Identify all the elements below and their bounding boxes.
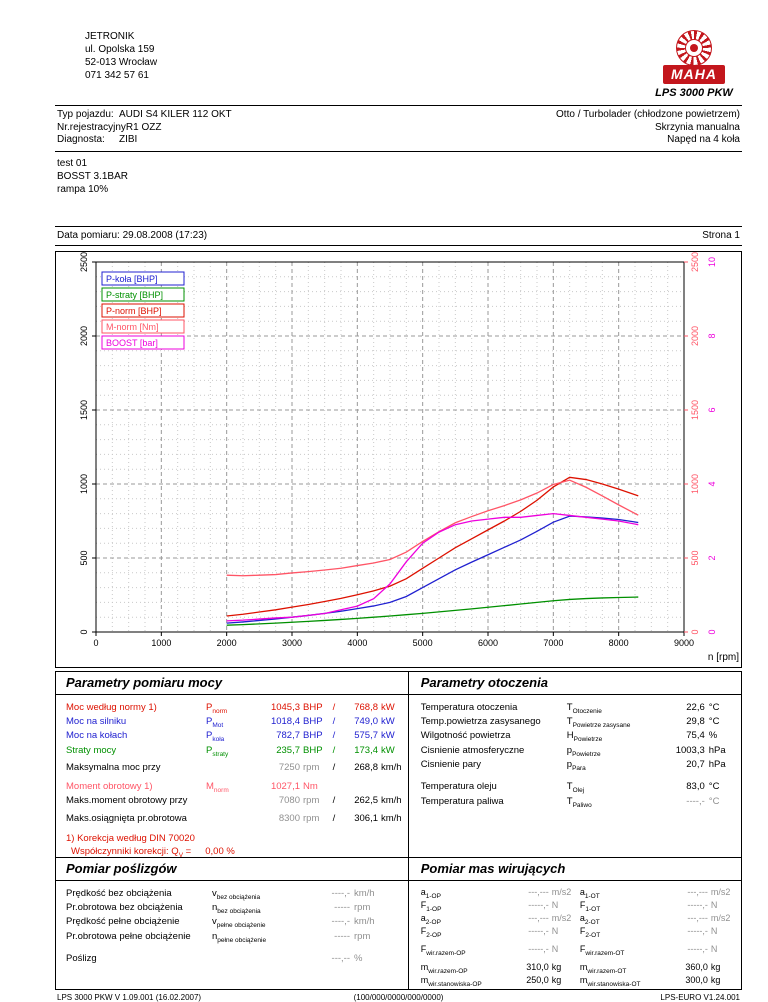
param-symbol: $P_{norm}$ [206, 701, 228, 715]
slip-row [66, 930, 406, 944]
vehicle-field-label: Nr.rejestracyjny [57, 121, 126, 133]
slip-row [66, 887, 406, 901]
legend-label: BOOST [bar] [106, 337, 158, 348]
vehicle-field [57, 122, 232, 135]
param-unit-1: BHP [303, 730, 323, 742]
param-value-2: 306,1 [354, 813, 378, 825]
param-symbol: $p_{Para}$ [566, 759, 586, 772]
param-label: Cisnienie atmosferyczne [420, 744, 525, 756]
param-unit: N [710, 899, 718, 910]
results-tables [55, 671, 742, 990]
param-unit-1: rpm [303, 762, 320, 774]
environment-row [421, 795, 739, 809]
param-value: ---,-- [331, 953, 350, 965]
param-value: ---,--- [687, 913, 708, 924]
value-separator: / [332, 701, 336, 713]
param-label: Poślizg [66, 953, 97, 965]
param-label: Prędkość pełne obciążenie [66, 916, 180, 928]
param-value-1: 235,7 [276, 744, 300, 756]
param-symbol: $a_{1-OT}$ [579, 886, 600, 900]
maha-badge-icon [676, 30, 712, 66]
slip-row [66, 915, 406, 929]
param-value: 20,7 [686, 759, 705, 771]
power-row [66, 794, 406, 807]
param-symbol: $a_{2-OP}$ [420, 913, 441, 926]
param-value: ---,--- [528, 913, 549, 924]
param-unit: N [710, 943, 718, 954]
param-value: -----,- [528, 926, 549, 937]
param-label: Wilgotność powietrza [420, 730, 511, 742]
param-value: 75,4 [686, 730, 705, 742]
param-unit: N [551, 926, 559, 937]
y-right-boost-tick-label: 10 [707, 256, 717, 267]
vehicle-info-left [57, 109, 232, 147]
param-symbol: $m_{wir.razem-OT}$ [579, 961, 627, 975]
param-value: 22,6 [686, 701, 705, 713]
rotating-mass-table [409, 881, 741, 989]
curve-p-straty [227, 597, 639, 625]
company-line: 52-013 Wrocław [85, 57, 158, 68]
param-symbol: $P_{koła}$ [206, 730, 225, 744]
param-label: Maksymalna moc przy [66, 762, 161, 774]
value-separator: / [332, 715, 336, 727]
param-value: -----,- [687, 899, 708, 910]
vehicle-field-label: Typ pojazdu: [57, 109, 114, 120]
param-value-2: 749,0 [354, 715, 378, 727]
mass-row [421, 913, 580, 926]
param-unit-1: rpm [303, 795, 320, 807]
param-value: ---,--- [528, 886, 549, 897]
company-line: ul. Opolska 159 [85, 44, 155, 55]
param-label: Moc na kołach [66, 730, 128, 742]
y-right-boost-tick-label: 0 [707, 628, 717, 635]
vehicle-info [55, 106, 742, 152]
section-title-slip: Pomiar poślizgów [56, 858, 409, 880]
footer-version-right: LPS-EURO V1.24.001 [660, 992, 741, 1002]
mass-row [421, 887, 580, 900]
slip-row [66, 901, 406, 915]
param-unit-1: BHP [303, 701, 323, 713]
param-symbol [206, 761, 256, 774]
param-label: Pr.obrotowa pełne obciążenie [66, 930, 191, 942]
test-comments [55, 152, 742, 226]
param-symbol: $a_{1-OP}$ [420, 886, 441, 900]
company-address [85, 30, 157, 82]
param-value: 83,0 [686, 781, 705, 793]
param-symbol: $F_{wir.razem-OP}$ [420, 943, 466, 957]
x-tick-label: 8000 [608, 637, 629, 648]
value-separator: / [332, 795, 336, 807]
vehicle-field-value: ZIBI [119, 134, 138, 145]
param-unit: kg [551, 961, 562, 972]
param-label: Moment obrotowy 1) [66, 781, 153, 793]
mass-row [580, 900, 739, 913]
mass-row [580, 944, 739, 957]
param-symbol: $F_{wir.razem-OT}$ [579, 943, 625, 957]
x-tick-label: 5000 [412, 637, 433, 648]
x-tick-label: 1000 [151, 637, 172, 648]
x-tick-label: 7000 [543, 637, 564, 648]
vehicle-info-right [556, 109, 740, 147]
curve-p-norm [227, 477, 639, 616]
power-row [66, 812, 406, 825]
param-value-1: 1027,1 [270, 781, 300, 793]
value-separator: / [332, 762, 336, 774]
param-value: -----,- [687, 943, 708, 954]
value-separator: / [332, 744, 336, 756]
param-unit: m/s2 [551, 913, 572, 924]
param-value-1: 7080 [278, 795, 300, 807]
param-symbol: $P_{Mot}$ [206, 715, 224, 729]
mass-row [580, 975, 739, 988]
param-unit: N [710, 926, 718, 937]
legend-label: P-norm [BHP] [106, 305, 162, 316]
vehicle-field-value: AUDI S4 KILER 112 OKT [119, 109, 232, 120]
value-separator: / [332, 813, 336, 825]
measurement-date: Data pomiaru: 29.08.2008 (17:23) [57, 229, 208, 241]
section-title-power: Parametry pomiaru mocy [56, 672, 409, 694]
param-unit-2: km/h [381, 813, 402, 825]
environment-row [421, 744, 739, 758]
param-label: Cisnienie pary [420, 759, 481, 771]
param-symbol [212, 952, 304, 965]
param-label: Moc według normy 1) [66, 701, 157, 713]
param-value-1: 1018,4 [270, 715, 300, 727]
param-unit: kg [551, 975, 562, 986]
param-unit: °C [708, 701, 720, 713]
y-right-boost-tick-label: 4 [707, 480, 717, 487]
param-symbol: $H_{Powietrze}$ [566, 730, 603, 744]
param-value: 250,0 [526, 975, 549, 986]
power-row [66, 761, 406, 774]
y-right-boost-tick-label: 2 [707, 554, 717, 561]
page-number: Strona 1 [702, 229, 740, 241]
param-symbol: $F_{1-OP}$ [420, 899, 442, 913]
x-tick-label: 2000 [216, 637, 237, 648]
param-symbol: $m_{wir.stanowiska-OT}$ [579, 975, 641, 989]
correction-footnote [66, 833, 406, 859]
mass-column-op [421, 887, 580, 989]
y-left-tick-label: 500 [79, 549, 89, 566]
param-unit-2 [378, 780, 381, 794]
mass-row [421, 900, 580, 913]
report-footer [55, 990, 742, 1002]
param-symbol: $T_{Olej}$ [566, 781, 585, 795]
param-unit: m/s2 [710, 886, 731, 897]
mass-row [580, 913, 739, 926]
x-tick-label: 9000 [673, 637, 695, 648]
param-value: -----,- [528, 899, 549, 910]
curve-boost [227, 513, 639, 620]
y-left-tick-label: 1000 [79, 473, 89, 494]
param-label: Maks.moment obrotowy przy [66, 795, 188, 807]
y-right-boost-tick-label: 8 [707, 332, 717, 339]
param-value: ----,- [686, 795, 705, 807]
environment-row [421, 715, 739, 729]
param-label: Moc na silniku [66, 715, 127, 727]
param-unit: N [551, 899, 559, 910]
mass-row [421, 926, 580, 939]
vehicle-spec-line: Napęd na 4 koła [667, 134, 740, 145]
param-unit: m/s2 [551, 886, 572, 897]
section-headers-2 [56, 858, 741, 881]
x-tick-label: 0 [93, 637, 99, 648]
param-value-2 [338, 780, 378, 794]
mass-row [580, 887, 739, 900]
param-symbol [206, 794, 256, 807]
y-right-torque-tick-label: 500 [690, 549, 700, 566]
vehicle-spec-line: Skrzynia manualna [654, 121, 740, 133]
param-value-1: 7250 [278, 762, 300, 774]
product-name: LPS 3000 PKW [655, 87, 733, 99]
param-value: 310,0 [526, 961, 549, 972]
comment-line: rampa 10% [57, 183, 109, 195]
param-unit-1: rpm [303, 813, 320, 825]
param-unit: °C [708, 795, 720, 807]
company-line: JETRONIK [85, 31, 135, 42]
param-symbol: $T_{Paliwo}$ [566, 795, 592, 809]
section-title-mass: Pomiar mas wirujących [420, 860, 566, 876]
param-unit: kg [710, 961, 721, 972]
param-value: 1003,3 [675, 744, 705, 756]
param-unit: rpm [354, 930, 371, 942]
footnote-line-2: Współczynniki korekcji: $Q_V = 0,00$ % [71, 845, 235, 859]
param-unit-2: kW [381, 730, 395, 742]
legend-label: P-koła [BHP] [106, 273, 158, 284]
param-value: ---,--- [687, 886, 708, 897]
param-value-2: 575,7 [354, 730, 378, 742]
comment-line: BOSST 3.1BAR [57, 170, 128, 182]
x-tick-label: 6000 [477, 637, 499, 648]
measurement-date-row [55, 226, 742, 246]
param-label: Pr.obrotowa bez obciążenia [66, 901, 183, 913]
param-value-2: 173,4 [354, 744, 378, 756]
param-unit-1: Nm [303, 781, 318, 793]
environment-row [421, 780, 739, 794]
param-symbol: $n_{pełne obciążenie}$ [212, 930, 267, 944]
company-line: 071 342 57 61 [85, 70, 149, 81]
param-symbol: $T_{Powietrze zasysane}$ [566, 715, 631, 729]
footer-version-left: LPS 3000 PKW V 1.09.001 (16.02.2007) [57, 992, 202, 1002]
tables-row-2 [56, 881, 741, 989]
param-value: ----- [334, 930, 350, 942]
param-unit-2: km/h [381, 795, 402, 807]
param-symbol: $T_{Otoczenie}$ [566, 701, 602, 715]
vehicle-field [57, 109, 232, 122]
param-value-1: 782,7 [276, 730, 300, 742]
footer-serial: (100/000/0000/000/0000) [353, 992, 444, 1002]
param-symbol: $n_{bez obciążenia}$ [212, 901, 261, 915]
param-unit-2: kW [381, 715, 395, 727]
vehicle-spec-line: Otto / Turbolader (chłodzone powietrzem) [556, 109, 740, 120]
section-headers-1 [56, 672, 741, 695]
vehicle-field-value: R1 OZZ [125, 121, 162, 133]
y-left-tick-label: 2000 [79, 325, 89, 346]
environment-row [421, 729, 739, 743]
param-label: Temperatura paliwa [420, 795, 504, 807]
param-unit-1: BHP [303, 744, 323, 756]
param-unit-2: kW [381, 744, 395, 756]
report-page [55, 0, 742, 1002]
param-label: Maks.osiągnięta pr.obrotowa [66, 813, 187, 825]
param-unit: °C [708, 781, 720, 793]
maha-logo [648, 30, 740, 99]
param-symbol: $p_{Powietrze}$ [566, 744, 601, 758]
footnote-line-1: 1) Korekcja według DIN 70020 [66, 833, 195, 845]
power-row [66, 715, 406, 729]
environment-row [421, 758, 739, 772]
mass-row [421, 944, 580, 957]
param-symbol: $m_{wir.stanowiska-OP}$ [420, 975, 482, 989]
param-value-1: 8300 [278, 813, 300, 825]
param-label: Temperatura otoczenia [420, 701, 518, 713]
param-value: ----,- [331, 887, 350, 899]
param-value: 300,0 [685, 975, 708, 986]
legend-label: M-norm [Nm] [106, 321, 159, 332]
param-symbol: $m_{wir.razem-OP}$ [420, 961, 468, 975]
param-unit: m/s2 [710, 913, 731, 924]
param-unit-2: kW [381, 701, 395, 713]
y-right-torque-tick-label: 2000 [690, 325, 700, 346]
param-value-2: 268,8 [354, 762, 378, 774]
environment-row [421, 701, 739, 715]
slip-row [66, 952, 406, 965]
param-symbol: $F_{1-OT}$ [579, 899, 601, 913]
power-row [66, 780, 406, 794]
y-right-torque-tick-label: 1000 [690, 473, 700, 494]
param-unit: % [708, 730, 718, 742]
power-table [56, 695, 409, 857]
param-symbol: $F_{2-OT}$ [579, 926, 601, 940]
mass-row [421, 975, 580, 988]
section-title-env: Parametry otoczenia [420, 674, 548, 690]
param-unit: km/h [354, 887, 375, 899]
param-label: Straty mocy [66, 744, 117, 756]
param-unit: % [354, 953, 363, 965]
param-unit: km/h [354, 916, 375, 928]
param-symbol: $a_{2-OT}$ [579, 913, 600, 926]
power-row [66, 744, 406, 758]
y-right-torque-tick-label: 1500 [690, 399, 700, 420]
power-row [66, 729, 406, 743]
vehicle-field [57, 134, 232, 147]
param-value-2: 262,5 [354, 795, 378, 807]
param-symbol: $P_{straty}$ [206, 744, 229, 758]
power-row [66, 701, 406, 715]
param-symbol: $M_{norm}$ [206, 781, 229, 794]
environment-table [409, 695, 741, 857]
param-value: 360,0 [685, 961, 708, 972]
param-value-2: 768,8 [354, 701, 378, 713]
y-right-torque-tick-label: 0 [690, 628, 700, 635]
y-right-torque-tick-label: 2500 [690, 251, 700, 272]
param-unit-2: km/h [381, 762, 402, 774]
report-header [55, 28, 742, 106]
param-unit: hPa [708, 744, 726, 756]
param-symbol [206, 812, 256, 825]
param-label: Temperatura oleju [420, 781, 497, 793]
value-separator: / [332, 730, 336, 742]
y-right-boost-tick-label: 6 [707, 406, 717, 413]
y-left-tick-label: 1500 [79, 399, 89, 420]
param-label: Prędkość bez obciążenia [66, 887, 172, 899]
param-symbol: $v_{bez obciążenia}$ [212, 887, 261, 901]
param-label: Temp.powietrza zasysanego [420, 715, 541, 727]
param-value: ----,- [331, 916, 350, 928]
mass-column-ot [580, 887, 739, 989]
vehicle-field-label: Diagnosta: [57, 134, 105, 145]
dyno-power-chart [56, 252, 741, 667]
param-unit: N [551, 943, 559, 954]
x-tick-label: 4000 [347, 637, 368, 648]
comment-line: test 01 [57, 157, 88, 169]
param-value: -----,- [528, 943, 549, 954]
param-unit: hPa [708, 759, 726, 771]
value-separator [330, 780, 338, 794]
param-value: 29,8 [686, 715, 705, 727]
y-left-tick-label: 2500 [79, 251, 89, 272]
param-value: -----,- [687, 926, 708, 937]
y-left-tick-label: 0 [79, 628, 89, 635]
x-axis-title: n [rpm] [707, 651, 739, 663]
param-unit: °C [708, 715, 720, 727]
maha-wordmark: MAHA [663, 65, 725, 84]
param-symbol: $v_{pełne obciążenie}$ [212, 916, 266, 930]
slip-table [56, 881, 409, 989]
param-unit: rpm [354, 901, 371, 913]
mass-row [421, 962, 580, 975]
param-value: ----- [334, 901, 350, 913]
legend-label: P-straty [BHP] [106, 289, 164, 300]
x-tick-label: 3000 [281, 637, 303, 648]
param-symbol: $F_{2-OP}$ [420, 926, 442, 940]
param-value-1: 1045,3 [270, 701, 300, 713]
param-unit: kg [710, 975, 721, 986]
dyno-chart-frame [55, 251, 742, 668]
mass-row [580, 962, 739, 975]
mass-row [580, 926, 739, 939]
tables-row-1 [56, 695, 741, 858]
param-unit-1: BHP [303, 715, 323, 727]
